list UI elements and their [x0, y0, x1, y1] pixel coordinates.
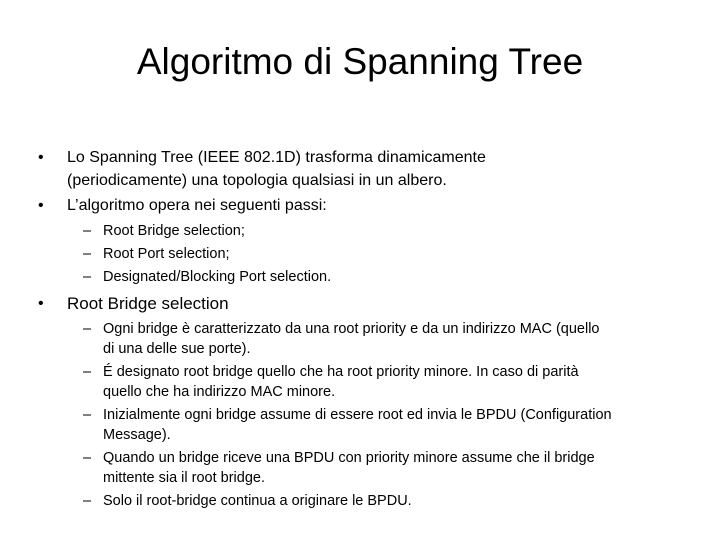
detail-2-line-1: É designato root bridge quello che ha root priority minore. In caso di parità [103, 364, 579, 380]
detail-5-line-1: Solo il root-bridge continua a originare le BPDU. [103, 493, 412, 509]
sub-bullet-marker: – [83, 450, 92, 466]
step-root-port-selection: Root Port selection; [103, 246, 230, 262]
bullet-marker: • [38, 149, 44, 166]
step-root-bridge-selection: Root Bridge selection; [103, 223, 245, 239]
step-designated-blocking-port-selection: Designated/Blocking Port selection. [103, 269, 332, 285]
slide-title: Algoritmo di Spanning Tree [136, 41, 584, 82]
detail-1-line-2: di una delle sue porte). [103, 341, 251, 357]
bullet-2-line-1: L’algoritmo opera nei seguenti passi: [67, 197, 327, 214]
sub-bullet-marker: – [83, 269, 92, 285]
detail-4-line-1: Quando un bridge riceve una BPDU con priority minore assume che il bridge [103, 450, 595, 466]
bullet-marker: • [38, 295, 44, 312]
sub-bullet-marker: – [83, 223, 92, 239]
sub-bullet-marker: – [83, 321, 92, 337]
sub-bullet-marker: – [83, 364, 92, 380]
detail-1-line-1: Ogni bridge è caratterizzato da una root priority e da un indirizzo MAC (quello [103, 321, 600, 337]
detail-3-line-1: Inizialmente ogni bridge assume di essere root ed invia le BPDU (Configuration [103, 407, 612, 423]
sub-bullet-marker: – [83, 407, 92, 423]
sub-bullet-marker: – [83, 493, 92, 509]
bullet-3-line-1: Root Bridge selection [67, 294, 229, 313]
sub-bullet-marker: – [83, 246, 92, 262]
detail-4-line-2: mittente sia il root bridge. [103, 470, 265, 486]
detail-2-line-2: quello che ha indirizzo MAC minore. [103, 384, 336, 400]
bullet-1-line-2: (periodicamente) una topologia qualsiasi in un albero. [67, 172, 447, 189]
bullet-marker: • [38, 197, 44, 214]
bullet-1-line-1: Lo Spanning Tree (IEEE 802.1D) trasforma dinamicamente [67, 149, 486, 166]
detail-3-line-2: Message). [103, 427, 171, 443]
